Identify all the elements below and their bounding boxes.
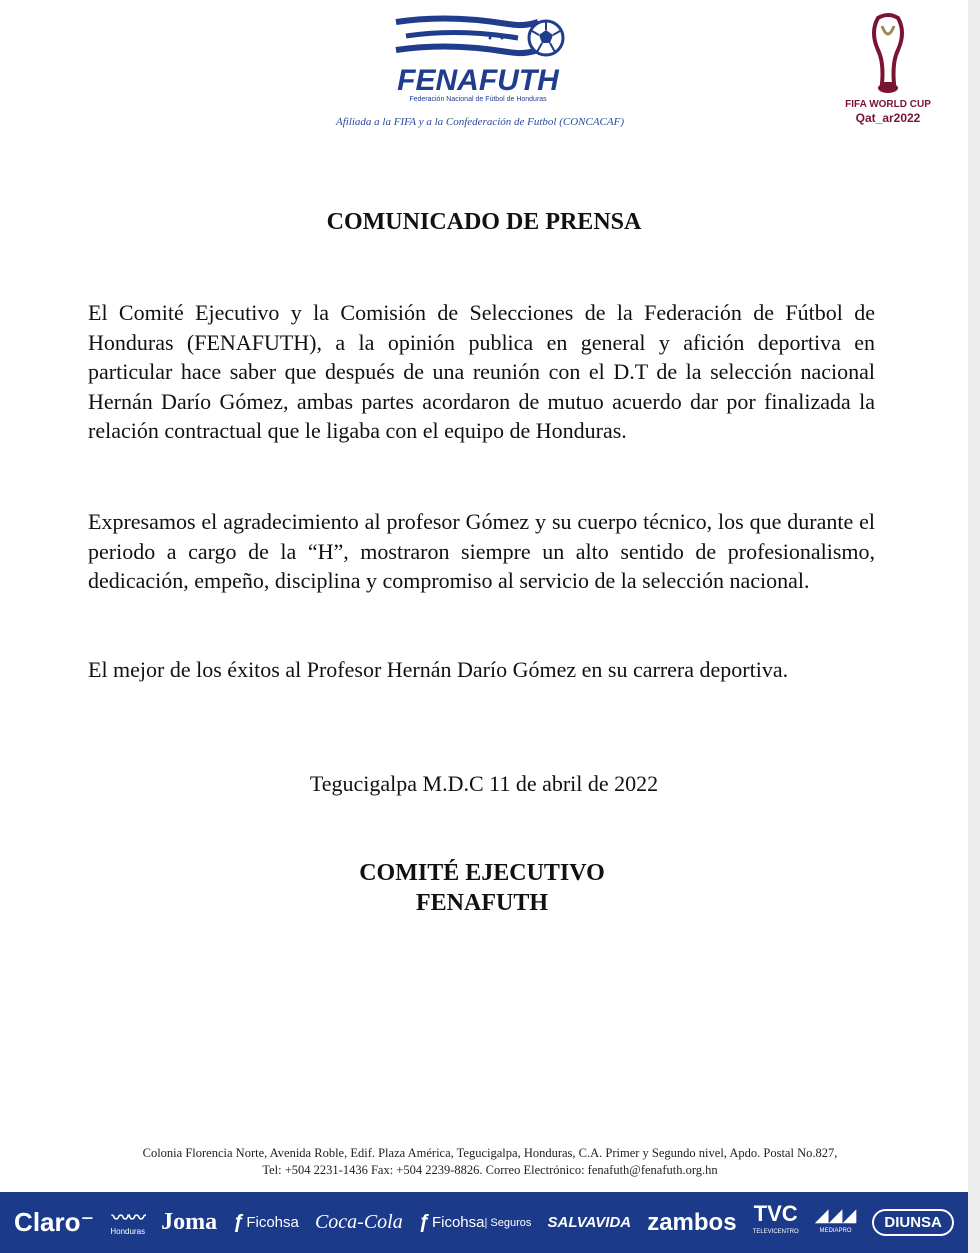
- signature-line-2: FENAFUTH: [416, 890, 548, 916]
- affiliation-line: Afiliada a la FIFA y a la Confederación de Futbol (CONCACAF): [335, 116, 624, 128]
- fenafuth-flag-ball-icon: [388, 14, 568, 64]
- ficohsa-icon: ƒ: [233, 1211, 245, 1233]
- address-line-2: Tel: +504 2231-1436 Fax: +504 2239-8826. Correo Electrónico: fenafuth@fenafuth.org.hn: [262, 1163, 718, 1177]
- address-line-1: Colonia Florencia Norte, Avenida Roble, Edif. Plaza América, Tegucigalpa, Honduras, C.A. Primer y Segundo nivel, Apdo. Postal No.827,: [142, 1146, 838, 1160]
- sponsor-mediapro: ◢◢◢ MEDIAPRO: [814, 1204, 857, 1234]
- sponsor-ficohsa: ƒ Ficohsa: [233, 1211, 299, 1233]
- paragraph-3: El mejor de los éxitos al Profesor Hernán Darío Gómez en su carrera deportiva.: [88, 657, 789, 682]
- worldcup-subtitle: Qat_ar2022: [855, 111, 921, 125]
- worldcup-emblem-icon: [838, 12, 938, 97]
- page-title: COMUNICADO DE PRENSA: [326, 209, 642, 235]
- sponsor-bar: [0, 1192, 968, 1253]
- paragraph-2: Expresamos el agradecimiento al profesor Gómez y su cuerpo técnico, los que durante el periodo a cargo de la “H”, mostraron siempre un alto sentido de profesionalismo, dedicación, empeño, disciplina y compromiso al servicio de la selección nacional.: [88, 509, 875, 594]
- sponsor-tvc: TVC TELEVICENTRO: [752, 1200, 799, 1235]
- sponsor-claro: Claro ⁻: [14, 1207, 95, 1237]
- signature-line-1: COMITÉ EJECUTIVO: [359, 860, 605, 886]
- sponsor-honduras: 〰〰 Honduras: [110, 1208, 146, 1236]
- honduras-wave-icon: 〰〰: [111, 1208, 144, 1228]
- sponsor-salvavida: SALVAVIDA: [547, 1214, 632, 1231]
- sponsor-ficohsa-seguros: ƒ Ficohsa | Seguros: [418, 1211, 532, 1233]
- page-edge: [968, 0, 980, 1253]
- sponsor-joma: Joma: [161, 1209, 218, 1235]
- sponsor-zambos: zambos: [647, 1208, 737, 1236]
- sponsor-diunsa: DIUNSA: [872, 1209, 954, 1236]
- logo-wordmark: FENAFUTH: [397, 64, 559, 97]
- sponsor-cocacola: Coca-Cola: [314, 1211, 403, 1233]
- dateline: Tegucigalpa M.D.C 11 de abril de 2022: [309, 771, 659, 796]
- fenafuth-logo: [388, 14, 568, 104]
- ficohsa-icon: ƒ: [418, 1211, 430, 1233]
- worldcup-title: FIFA WORLD CUP: [845, 99, 931, 110]
- mediapro-icon: ◢◢◢: [814, 1204, 857, 1225]
- paragraph-1: El Comité Ejecutivo y la Comisión de Selecciones de la Federación de Fútbol de Honduras (FENAFUTH), a la opinión publica en general y afición deportiva en particular hace saber que después de una reunión con el D.T de la selección nacional Hernán Darío Gómez, ambas partes acordaron de mutuo acuerdo dar por finalizada la relación contractual que le ligaba con el equipo de Honduras.: [88, 300, 875, 444]
- logo-subtitle: Federación Nacional de Fútbol de Honduras: [409, 96, 547, 103]
- worldcup-emblem: [838, 12, 938, 127]
